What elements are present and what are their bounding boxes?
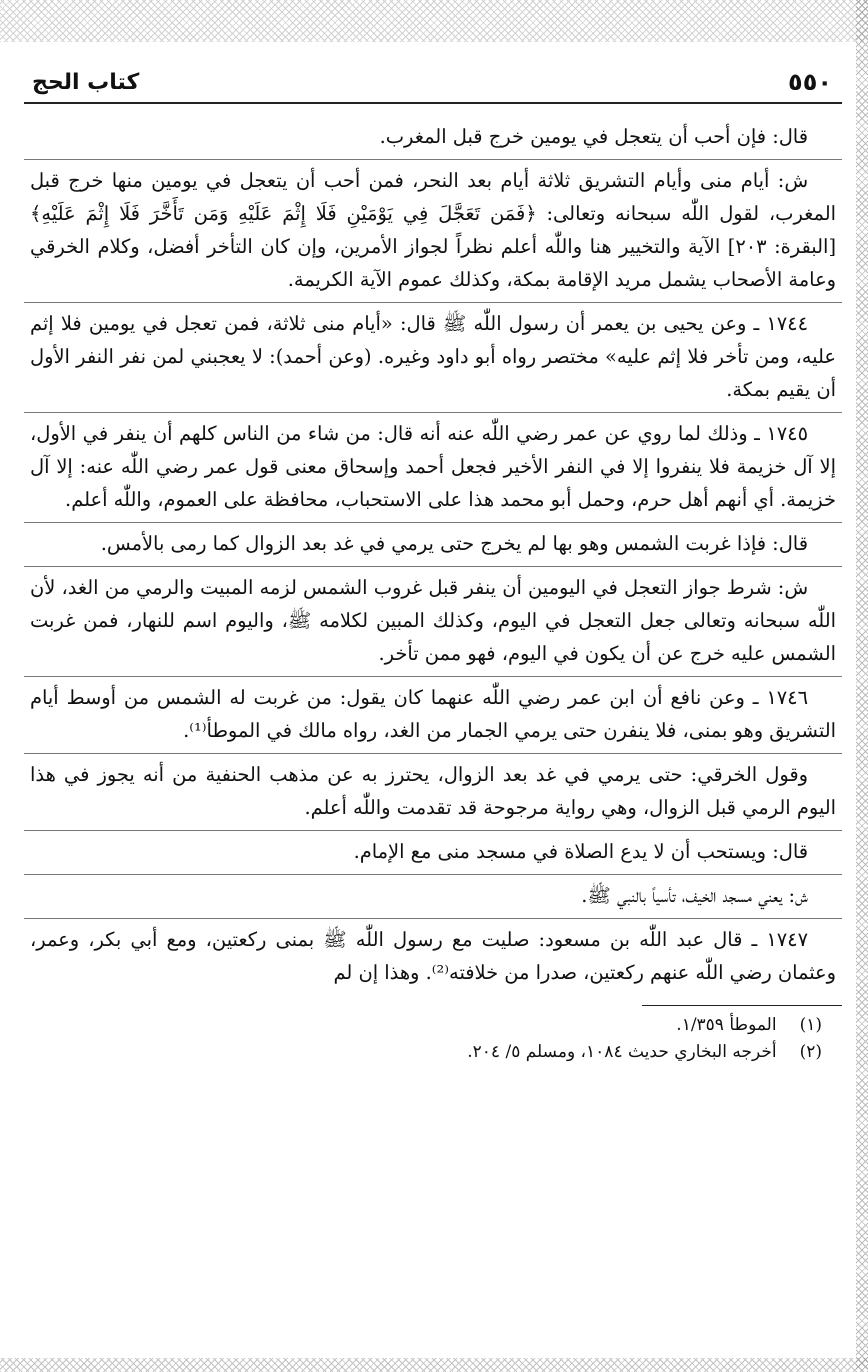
paragraph: ١٧٤٤ ـ وعن يحيى بن يعمر أن رسول اللّٰه ﷺ قال: «أيام منى ثلاثة، فمن تعجل في يومين فلا إثم عليه، ومن تأخر فلا إثم عليه» مختصر رواه أبو داود وغيره. (وعن أحمد): لا يعجبني لمن نفر النفر الأول أن يقيم بمكة. (30, 312, 836, 401)
book-page (24, 62, 842, 1352)
paragraph: قال: فإن أحب أن يتعجل في يومين خرج قبل المغرب. (379, 125, 808, 148)
decorative-border-top (0, 0, 868, 42)
footnote (24, 1012, 822, 1039)
decorative-border-bottom (0, 1358, 868, 1372)
page-number: ٥٥٠ (788, 68, 832, 96)
page-header (24, 62, 842, 104)
footnote-number: (١) (799, 1015, 822, 1035)
paragraph: ١٧٤٧ ـ قال عبد اللّٰه بن مسعود: صليت مع رسول اللّٰه ﷺ بمنى ركعتين، ومع أبي بكر، وعمر، وعثمان رضي اللّٰه عنهم ركعتين، صدرا من خلافته⁽²⁾. وهذا إن لم (30, 928, 836, 984)
paragraph: ١٧٤٦ ـ وعن نافع أن ابن عمر رضي اللّٰه عنهما كان يقول: من غربت له الشمس من أوسط أيام التشريق وهو بمنى، فلا ينفرن حتى يرمي الجمار من الغد، رواه مالك في الموطأ⁽¹⁾. (30, 686, 836, 742)
paragraph: ١٧٤٥ ـ وذلك لما روي عن عمر رضي اللّٰه عنه أنه قال: من شاء من الناس كلهم أن ينفر في الأول، إلا آل خزيمة فلا ينفروا إلا في النفر الأخير فجعل أحمد وإسحاق معنى قول عمر رضي اللّٰه عنه: إلا آل خزيمة. أي أنهم أهل حرم، وحمل أبو محمد هذا على الاستحباب، محافظة على العموم، واللّٰه أعلم. (30, 422, 836, 511)
footnote-text: أخرجه البخاري حديث ١٠٨٤، ومسلم ٥/ ٢٠٤. (467, 1042, 777, 1062)
page-body (24, 116, 842, 1066)
footnotes (24, 1012, 842, 1066)
footnote-number: (٢) (799, 1042, 822, 1062)
decorative-border-right (856, 0, 868, 1372)
footnote-separator (642, 1005, 842, 1006)
paragraph: وقول الخرقي: حتى يرمي في غد بعد الزوال، يحترز به عن مذهب الحنفية من أنه يجوز في هذا اليوم الرمي قبل الزوال، وهي رواية مرجوحة قد تقدمت واللّٰه أعلم. (30, 763, 836, 819)
paragraph: ش: أيام منى وأيام التشريق ثلاثة أيام بعد النحر، فمن أحب أن يتعجل في يومين منها خرج قبل المغرب، لقول اللّٰه سبحانه وتعالى: ﴿فَمَن تَعَجَّلَ فِي يَوْمَيْنِ فَلَا إِثْمَ عَلَيْهِ وَمَن تَأَخَّرَ فَلَا إِثْمَ عَلَيْهِ﴾ [البقرة: ٢٠٣] الآية والتخيير هنا واللّٰه أعلم نظراً لجواز الأمرين، وإن كان التأخر أفضل، وكلام الخرقي وعامة الأصحاب يشمل مريد الإقامة بمكة، وكذلك عموم الآية الكريمة. (30, 169, 837, 291)
book-title: كتاب الحج (32, 69, 140, 95)
footnote-text: الموطأ ١/٣٥٩. (676, 1015, 777, 1035)
footnote (24, 1039, 822, 1066)
paragraph: قال: ويستحب أن لا يدع الصلاة في مسجد منى مع الإمام. (353, 840, 808, 863)
paragraph: ش: يعني مسجد الخيف، تأسياً بالنبي ﷺ. (581, 884, 808, 907)
paragraph: ش: شرط جواز التعجل في اليومين أن ينفر قبل غروب الشمس لزمه المبيت والرمي من الغد، لأن اللّٰه سبحانه وتعالى جعل التعجل في اليوم، وكذلك المبين لكلامه ﷺ، واليوم اسم للنهار، فمن غربت الشمس عليه خرج عن أن يكون في اليوم، فهو ممن تأخر. (29, 576, 836, 665)
paragraph: قال: فإذا غربت الشمس وهو بها لم يخرج حتى يرمي في غد بعد الزوال كما رمى بالأمس. (100, 532, 808, 555)
